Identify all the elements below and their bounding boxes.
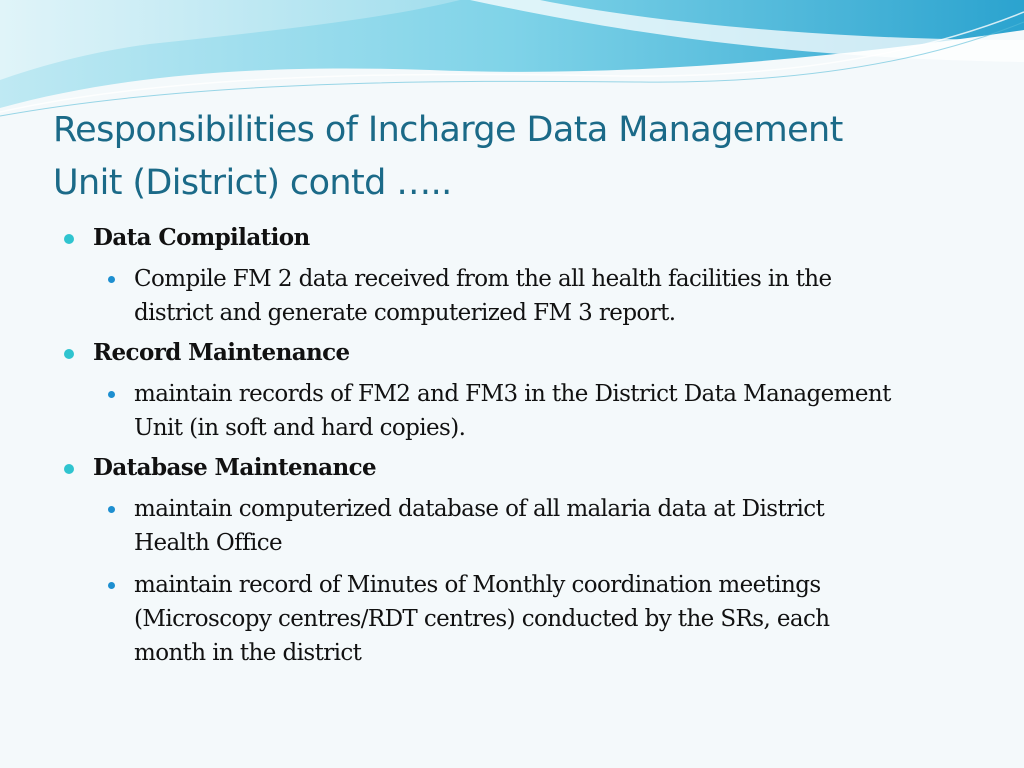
item-bullet-icon — [108, 506, 115, 513]
decorative-wave-header — [0, 0, 1024, 120]
list-item-line: maintain computerized database of all malaria data at District — [134, 496, 825, 522]
list-item-line: maintain records of FM2 and FM3 in the District Data Management — [134, 381, 891, 407]
section-heading — [0, 221, 1024, 255]
slide-title-line-2: Unit (District) contd ….. — [53, 163, 452, 203]
item-bullet-icon — [108, 276, 115, 283]
list-item-line: Compile FM 2 data received from the all health facilities in the — [134, 266, 832, 292]
section-bullet-icon — [64, 349, 74, 359]
list-item — [0, 568, 964, 670]
slide-title — [53, 104, 973, 210]
item-bullet-icon — [108, 391, 115, 398]
list-item-line: maintain record of Minutes of Monthly coordination meetings — [134, 572, 821, 598]
section-bullet-icon — [64, 234, 74, 244]
list-item-line: Unit (in soft and hard copies). — [134, 415, 466, 441]
list-item-line: district and generate computerized FM 3 report. — [134, 300, 676, 326]
item-bullet-icon — [108, 582, 115, 589]
section-heading-text: Record Maintenance — [93, 339, 350, 366]
section-heading-text: Data Compilation — [93, 224, 310, 251]
list-item-line: Health Office — [134, 530, 283, 556]
section-bullet-icon — [64, 464, 74, 474]
section-heading — [0, 336, 1024, 370]
section-heading — [0, 451, 1024, 485]
list-item — [0, 377, 964, 445]
list-item-line: month in the district — [134, 640, 362, 666]
section-heading-text: Database Maintenance — [93, 454, 377, 481]
list-item-line: (Microscopy centres/RDT centres) conducted by the SRs, each — [134, 606, 830, 632]
bullet-content — [0, 221, 1024, 676]
list-item — [0, 492, 964, 560]
list-item — [0, 262, 964, 330]
slide-title-line-1: Responsibilities of Incharge Data Management — [53, 110, 843, 150]
